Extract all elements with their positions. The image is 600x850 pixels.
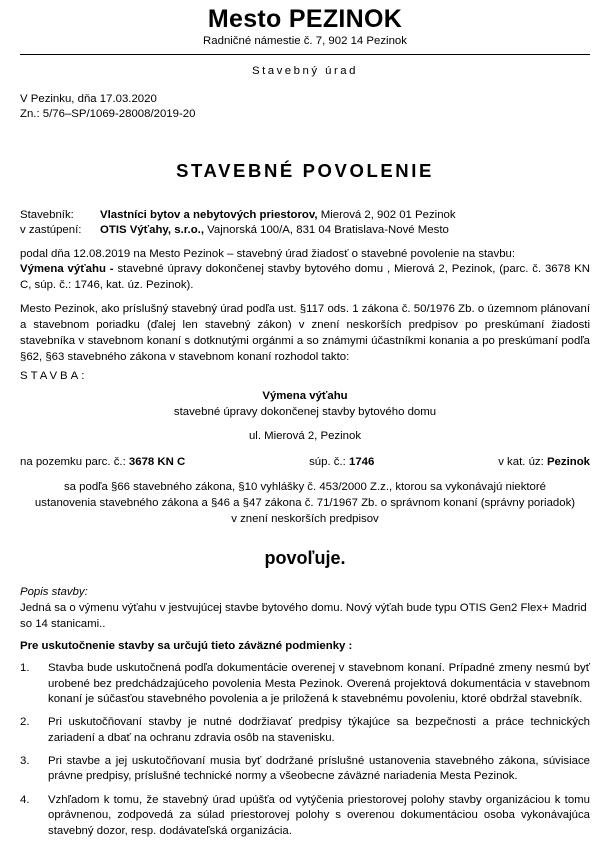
cadastral-label: v kat. úz: xyxy=(498,456,547,469)
town-title: Mesto PEZINOK xyxy=(207,5,403,33)
parcel-label: na pozemku parc. č.: xyxy=(20,456,129,469)
condition-text: Pri stavbe a jej uskutočňovaní musia byť dodržané príslušné ustanovenia stavebného zákona, súvisiace právne predpisy, príslušné technické normy a všeobecne záväzné nariadenia Mesta Pezinok. xyxy=(48,755,590,783)
condition-item xyxy=(20,661,590,707)
parties-block xyxy=(20,208,590,239)
builder-name: Vlastníci bytov a nebytových priestorov, xyxy=(100,208,318,221)
representative-label: v zastúpení: xyxy=(20,224,82,237)
conditions-list xyxy=(20,661,590,839)
document-page xyxy=(20,6,590,847)
parcel-value: 3678 KN C xyxy=(128,456,186,469)
procedure-paragraph: Mesto Pezinok, ako príslušný stavebný úrad podľa ust. §117 ods. 1 zákona č. 50/1976 Zb. o územnom plánovaní a stavebnom poriadku (ďalej len stavebný zákon) v znení neskorších predpisov po preskúmaní žiadosti stavebníka v stavebnom konaní s dotknutými orgánmi a so známymi účastníkmi konania a po preskúmaní podľa §62, §63 stavebného zákona v stavebnom konaní rozhodol takto: xyxy=(20,303,590,364)
representative-name: OTIS Výťahy, s.r.o., xyxy=(100,224,204,237)
parcel-number-group xyxy=(20,455,185,471)
verdict: povoľuje. xyxy=(264,548,346,569)
office-name: Stavebný úrad xyxy=(252,65,358,78)
supis-label: súp. č.: xyxy=(309,456,349,469)
builder-row xyxy=(20,208,590,223)
application-paragraph xyxy=(20,247,590,295)
condition-number: 2. xyxy=(20,716,30,729)
application-intro: podal dňa 12.08.2019 na Mesto Pezinok – stavebný úrad žiadosť o stavebné povolenie na stavbu: xyxy=(20,247,516,260)
town-address: Radničné námestie č. 7, 902 14 Pezinok xyxy=(20,34,590,55)
condition-text: Pri uskutočňovaní stavby je nutné dodržiavať predpisy týkajúce sa bezpečnosti a práce technických zariadení a dbať na ochranu zdravia osôb na stavenisku. xyxy=(48,716,590,744)
place-date: V Pezinku, dňa 17.03.2020 xyxy=(20,93,157,106)
construction-name: Výmena výťahu xyxy=(262,390,348,403)
condition-number: 3. xyxy=(20,755,30,768)
conditions-heading: Pre uskutočnenie stavby sa určujú tieto záväzné podmienky : xyxy=(20,640,353,653)
legal-basis-text: sa podľa §66 stavebného zákona, §10 vyhlášky č. 453/2000 Z.z., ktorou sa vykonávajú niektoré ustanovenia stavebného zákona a §46 a §47 zákona č. 71/1967 Zb. o správnom konaní (správny poriadok) v znení neskorších predpisov xyxy=(34,481,576,526)
construction-description: stavebné úpravy dokončenej stavby bytového domu xyxy=(173,406,437,419)
builder-address: Mierová 2, 902 01 Pezinok xyxy=(317,208,456,221)
cadastral-value: Pezinok xyxy=(546,456,590,469)
document-title: STAVEBNÉ POVOLENIE xyxy=(176,159,434,181)
case-number: Zn.: 5/76–SP/1069-28008/2019-20 xyxy=(20,108,196,121)
representative-row xyxy=(20,223,590,238)
construction-address: ul. Mierová 2, Pezinok xyxy=(248,430,362,443)
project-details: stavebné úpravy dokončenej stavby bytového domu , Mierová 2, Pezinok, (parc. č. 3678 KN C, súp. č.: 1746, kat. úz. Pezinok). xyxy=(20,263,590,292)
stavba-label: STAVBA: xyxy=(20,370,88,383)
condition-item xyxy=(20,793,590,839)
condition-item xyxy=(20,754,590,785)
condition-text: Vzhľadom k tomu, že stavebný úrad upúšťa od vytýčenia priestorovej polohy stavby organizáciou k tomu oprávnenou, zodpovedá za súlad priestorovej polohy s overenou dokumentáciou osoba vykonávajúca stavebný dozor, resp. dodávateľská organizácia. xyxy=(48,793,590,837)
condition-number: 4. xyxy=(20,793,30,806)
supis-number-group xyxy=(309,455,374,471)
supis-value: 1746 xyxy=(349,456,375,469)
dateline xyxy=(20,92,590,122)
construction-block xyxy=(20,389,590,445)
builder-label: Stavebník: xyxy=(20,208,74,221)
cadastral-group xyxy=(498,455,590,471)
condition-number: 1. xyxy=(20,662,30,675)
representative-address: Vajnorská 100/A, 831 04 Bratislava-Nové Mesto xyxy=(204,224,449,237)
condition-text: Stavba bude uskutočnená podľa dokumentácie overenej v stavebnom konaní. Prípadné zmeny nesmú byť urobené bez predchádzajúceho povolenia Mesta Pezinok. Overená projektová dokumentácia v stavebnom konaní je súčasťou stavebného povolenia a je priložená k stavebnému povoleniu, ktoré obdržal stavebník. xyxy=(48,662,590,705)
condition-item xyxy=(20,715,590,746)
project-name: Výmena výťahu - xyxy=(20,263,118,276)
description-heading: Popis stavby: xyxy=(20,586,88,599)
description-text: Jedná sa o výmenu výťahu v jestvujúcej stavbe bytového domu. Nový výťah bude typu OTIS Gen2 Flex+ Madrid so 14 stanicami.. xyxy=(20,602,587,631)
parcel-row xyxy=(20,455,590,471)
